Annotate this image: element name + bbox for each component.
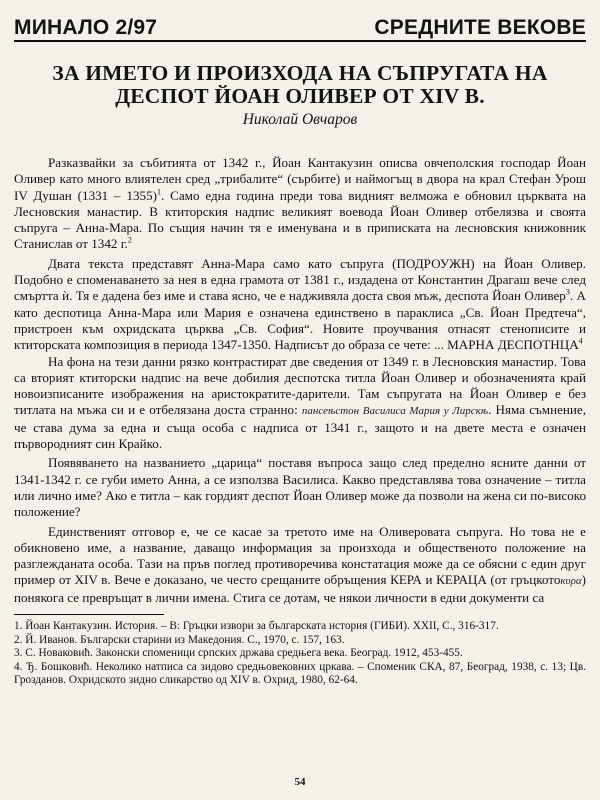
paragraph-5-text-b: ) понякога се превръщат в лични имена. Стига се дотам, че някои личности в едни документи са	[14, 572, 586, 605]
article-author: Николай Овчаров	[242, 111, 358, 128]
paragraph-3-text-a: На фона на тези данни рязко контрастират две сведения от 1349 г. в Лесновския манастир. Това са вторият ктиторски надпис на вече добилия деспотска титла Йоан Оливер и обозначенията край новоизписаните изображения на аристократите-дарители. Там съпругата на Йоан Оливер е без титлата на мъжа си и е отбелязана доста странно:	[14, 353, 586, 418]
footnote-3: 3. С. Новаковић. Законски споменици српских држава средњега века. Београд. 1912, 453-455.	[14, 647, 463, 660]
journal-issue: МИНАЛО 2/97	[14, 16, 158, 39]
paragraph-2-text-a: Двата текста представят Анна-Мара само като съпруга (ПОДРОУЖН) на Йоан Оливер. Подобно е споменаването за нея в една грамота от 1381 г., издадена от Константин Драгаш вече след смъртта ѝ. Тя е дадена без име и става ясно, че е надживяла доста своя мъж, деспота Йоан Оливер	[14, 255, 586, 304]
paragraph-4: Появяването на названието „царица“ поставя въпроса защо след пределно ясните данни от 1341-1342 г. се губи името Анна, а се използва Василиса. Какво представлява това означение – титла или лично име? Ако е титла – как гордият деспот Йоан Оливер може да позволи на жена си по-високо положение?	[14, 455, 586, 520]
footnote-ref-2: 2	[127, 236, 132, 246]
article-body	[14, 155, 586, 606]
paragraph-1-text-a: Разказвайки за събитията от 1342 г., Йоан Кантакузин описва овчеполския господар Йоан Оливер като много влиятелен сред „трибалите“ (сърбите) и наймогъщ в двора на крал Стефан Урош IV Душан (1331 – 1355)	[14, 155, 586, 203]
section-title: СРЕДНИТЕ ВЕКОВЕ	[374, 16, 586, 39]
paragraph-3-text-b: . Няма съмнение, че става дума за една и съща особа с надписа от 1341 г., защото и на двете места е означен първородният син Крайко.	[14, 402, 586, 452]
footnote-1: 1. Йоан Кантакузин. История. – В: Гръцки извори за българската история (ГИБИ). XXII, С., 316-317.	[14, 620, 499, 633]
footnote-ref-1: 1	[157, 187, 161, 197]
article-title-line-2: ДЕСПОТ ЙОАН ОЛИВЕР ОТ XIV В.	[115, 84, 485, 108]
paragraph-1-text-b: . Само една година преди това видният велможа е обновил църквата на Лесновския манастир. В ктиторския надпис великият воевода Йоан Оливер отбелязва и своята съпруга – Анна-Мара. По същия начин тя е именувана и в приписката на лесновския книжовник Станислав от 1342 г.	[14, 187, 586, 252]
footnote-ref-4: 4	[578, 336, 583, 346]
paragraph-1	[14, 155, 586, 253]
paragraph-5	[14, 524, 586, 606]
footnotes	[14, 620, 586, 688]
paragraph-2	[14, 256, 586, 354]
paragraph-2-text-b: . А като деспотица Анна-Мара или Мария е означена единствено в параклиса „Св. Йоан Предтеча“, пристроен към охридската църква „Св. София“. Новите проучвания отнасят стенописите и ктиторската композиция в периода 1347-1350. Надписът до образа се чете: ... МАРНА ДЕСПОТНЦА	[14, 288, 586, 353]
handwritten-inscription: пансеѣстон Василиса Мария у Лирскѣ	[301, 405, 489, 418]
paragraph-3	[14, 354, 586, 453]
paragraph-5-text-a: Единственият отговор е, че се касае за третото име на Оливеровата съпруга. Но това не е обикновено име, а название, даващо информация за произхода и общественото положение на разглежданата особа. Тази на пръв поглед противоречива констатация може да се обясни с един друг пример от XIV в. Вече е доказано, че често срещаните обръщения КЕРА и КЕРАЦА (от гръцкото	[14, 523, 586, 588]
footnote-divider	[14, 614, 164, 615]
page-number: 54	[294, 776, 306, 788]
article-title	[14, 62, 586, 108]
footnote-ref-3: 3	[565, 288, 570, 298]
running-header	[14, 8, 586, 42]
article-title-line-1: ЗА ИМЕТО И ПРОИЗХОДА НА СЪПРУГАТА НА	[52, 61, 548, 85]
handwritten-greek-word: кυρα	[560, 575, 582, 588]
footnote-4: 4. Ђ. Бошковић. Неколико натписа са зидово средњовековних цркава. – Споменик СКА, 87, Београд, 1938, с. 13; Цв. Грозданов. Охридското зидно сликарство од XIV в. Охрид, 1980, 62-64.	[14, 660, 586, 687]
footnote-2: 2. Й. Иванов. Български старини из Македония. С., 1970, с. 157, 163.	[14, 633, 345, 646]
